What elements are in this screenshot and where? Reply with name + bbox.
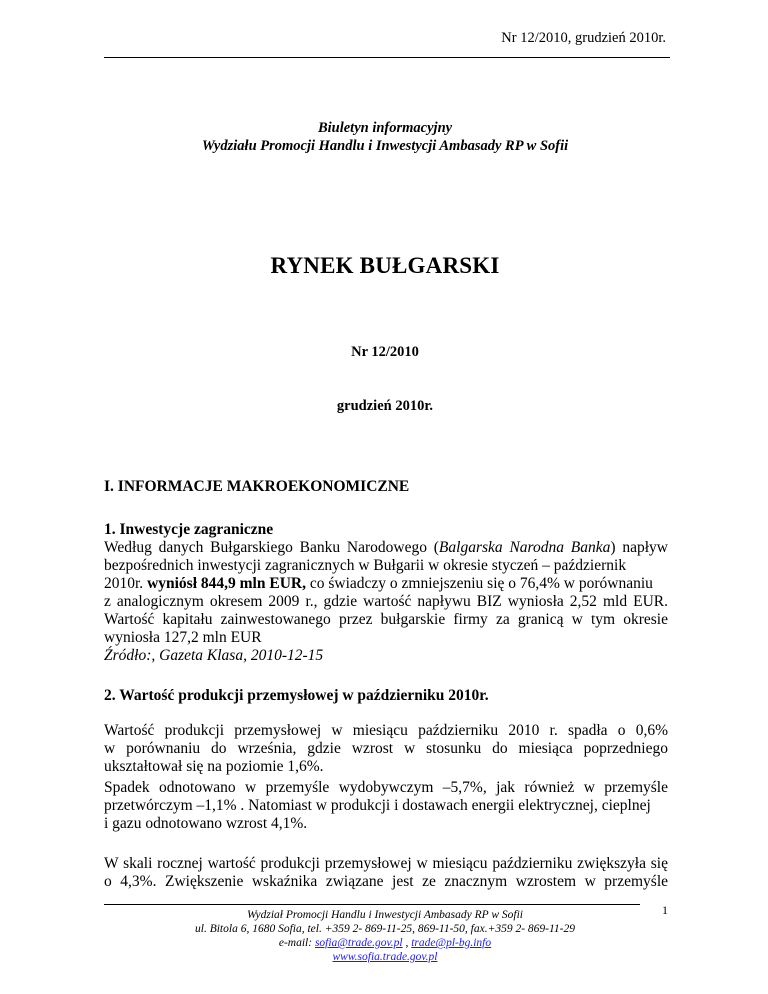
document-title: RYNEK BUŁGARSKI (270, 253, 500, 278)
bulletin-line-2: Wydziału Promocji Handlu i Inwestycji Ambasady RP w Sofii (201, 138, 569, 154)
article-source: Źródło:, Gazeta Klasa, 2010-12-15 (104, 647, 324, 664)
footer-org: Wydział Promocji Handlu i Inwestycji Ambasady RP w Sofii (247, 909, 523, 921)
article-text-line: bezpośrednich inwestycji zagranicznych w Bułgarii w okresie styczeń – październik (104, 557, 627, 574)
header-rule (104, 57, 670, 58)
article-heading: 1. Inwestycje zagraniczne (104, 521, 274, 538)
website-link[interactable]: www.sofia.trade.gov.pl (332, 951, 438, 963)
footer (104, 908, 666, 964)
article-text-line: Według danych Bułgarskiego Banku Narodowego (Balgarska Narodna Banka) napływ (104, 539, 668, 556)
article-paragraph: W skali rocznej wartość produkcji przemysłowej w miesiącu październiku zwiększyła się o 4,3%. Zwiększenie wskaźnika związane jest ze znacznym wzrostem w przemyśle (104, 855, 668, 890)
footer-rule (104, 904, 640, 905)
article-text-line: z analogicznym okresem 2009 r., gdzie wartość napływu BIZ wyniosła 2,52 mld EUR. (104, 593, 668, 610)
source-name: Balgarska Narodna Banka (438, 539, 611, 556)
page-number: 1 (662, 903, 668, 917)
article-paragraph: Wartość produkcji przemysłowej w miesiącu październiku 2010 r. spadła o 0,6% w porównaniu do września, gdzie wzrost w stosunku do miesiąca poprzedniego ukształtował się na poziomie 1,6%. (104, 722, 668, 775)
email-link-trade[interactable]: trade@pl-bg.info (411, 937, 492, 949)
issue-number: Nr 12/2010 (351, 344, 419, 360)
page-header-issue: Nr 12/2010, grudzień 2010r. (501, 30, 666, 46)
email-link-sofia[interactable]: sofia@trade.gov.pl (314, 937, 403, 949)
bulletin-title (104, 119, 666, 155)
section-heading: I. INFORMACJE MAKROEKONOMICZNE (104, 478, 410, 495)
issue-date: grudzień 2010r. (336, 398, 434, 414)
highlight-value: wyniósł 844,9 mln EUR, (147, 575, 306, 592)
article-text-line: Wartość kapitału zainwestowanego przez bułgarskie firmy za granicą w tym okresie (104, 611, 668, 628)
footer-email: e-mail: sofia@trade.gov.pl , trade@pl-bg.info (278, 937, 492, 949)
article-text-line: 2010r. wyniósł 844,9 mln EUR, co świadczy o zmniejszeniu się o 76,4% w porównaniu (104, 575, 653, 592)
article-paragraph: Spadek odnotowano w przemyśle wydobywczym –5,7%, jak również w przemyśle przetwórczym –1,1% . Natomiast w produkcji i dostawach energii elektrycznej, cieplnej i gazu odnotowano wzrost 4,1%. (104, 779, 668, 832)
article-foreign-investment (104, 521, 668, 665)
footer-address: ul. Bitola 6, 1680 Sofia, tel. +359 2- 869-11-25, 869-11-50, fax.+359 2- 869-11-29 (195, 923, 575, 935)
article-heading: 2. Wartość produkcji przemysłowej w październiku 2010r. (104, 687, 489, 704)
article-text-line: wyniosła 127,2 mln EUR (104, 629, 262, 646)
bulletin-line-1: Biuletyn informacyjny (317, 120, 453, 136)
article-industrial-production (104, 687, 668, 705)
